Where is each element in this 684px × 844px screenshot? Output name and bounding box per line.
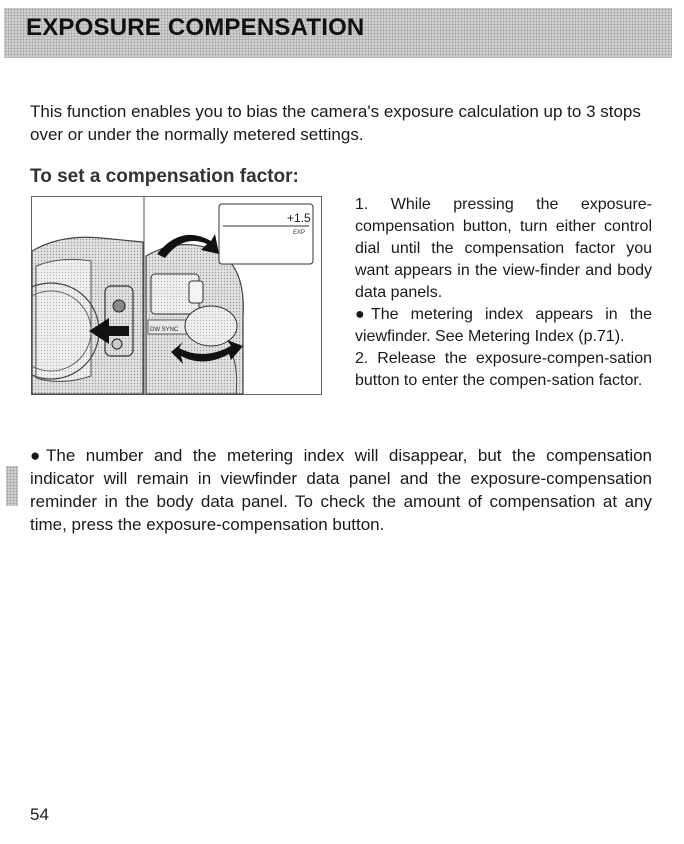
data-panel-display — [219, 204, 313, 264]
margin-marker — [6, 466, 18, 506]
page-title: EXPOSURE COMPENSATION — [26, 14, 365, 41]
bullet-icon: ● — [30, 446, 41, 465]
camera-right-view — [146, 245, 243, 394]
instruction-steps — [355, 194, 652, 392]
section-heading: To set a compensation factor: — [30, 166, 299, 187]
step-1-bullet-text: The metering index appears in the viewfinder. See Metering Index (p.71). — [355, 306, 652, 345]
bullet-icon: ● — [355, 306, 365, 323]
intro-paragraph: This function enables you to bias the camera's exposure calculation up to 3 stops over or under the normally metered settings. — [30, 102, 641, 144]
display-value: +1.5 — [287, 211, 311, 225]
step-1: 1. While pressing the exposure-compensation button, turn either control dial until the compensation factor you want appears in the view-finder and body data panels. — [355, 196, 652, 301]
step-1-bullet — [355, 304, 652, 348]
note-paragraph — [30, 444, 652, 536]
display-tag: EXP — [293, 230, 306, 236]
camera-illustration-svg — [31, 196, 322, 395]
step-2: 2. Release the exposure-compen-sation button to enter the compen-sation factor. — [355, 350, 652, 389]
camera-left-view — [31, 237, 143, 394]
button-label: DW SYNC — [150, 327, 179, 333]
note-text: The number and the metering index will disappear, but the compensation indicator will remain in viewfinder data panel and the exposure-compensation reminder in the body data panel. To check the amount of compensation at any time, press the exposure-compensation button. — [30, 446, 652, 534]
camera-illustration — [31, 196, 322, 395]
page-number: 54 — [30, 805, 49, 824]
